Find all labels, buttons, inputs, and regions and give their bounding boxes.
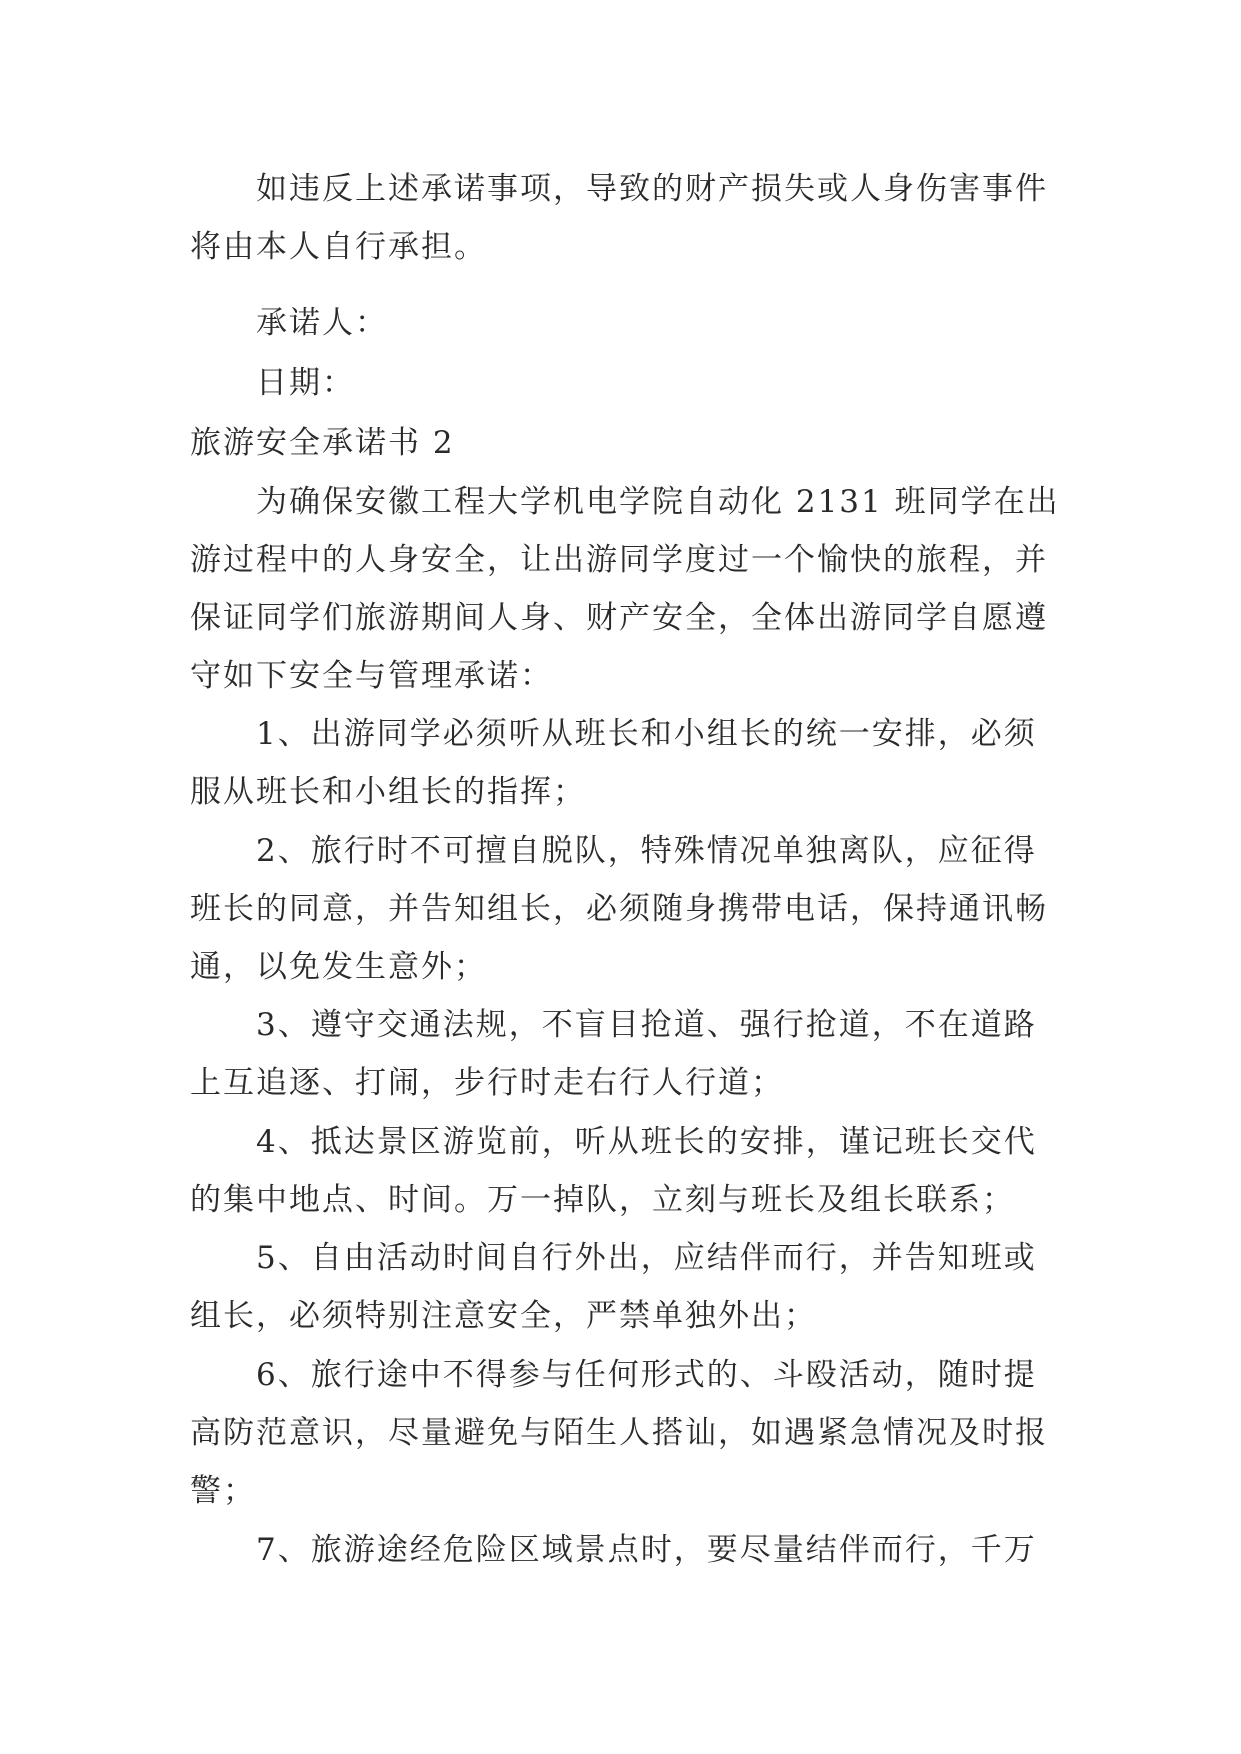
document-line: 组长，必须特别注意安全，严禁单独外出； — [190, 1298, 817, 1334]
document-line: 班长的同意，并告知组长，必须随身携带电话，保持通讯畅 — [190, 891, 1048, 927]
document-line: 服从班长和小组长的指挥； — [190, 774, 586, 810]
document-line: 1、出游同学必须听从班长和小组长的统一安排，必须 — [256, 716, 1037, 752]
document-line: 的集中地点、时间。万一掉队，立刻与班长及组长联系； — [190, 1182, 1015, 1218]
document-line: 保证同学们旅游期间人身、财产安全，全体出游同学自愿遵 — [190, 600, 1048, 636]
document-line: 如违反上述承诺事项，导致的财产损失或人身伤害事件 — [256, 171, 1048, 207]
document-line: 将由本人自行承担。 — [190, 229, 487, 265]
document-line: 为确保安徽工程大学机电学院自动化 2131 班同学在出 — [256, 484, 1060, 520]
document-line: 3、遵守交通法规，不盲目抢道、强行抢道，不在道路 — [256, 1007, 1037, 1043]
document-line: 警； — [190, 1473, 256, 1509]
document-line: 7、旅游途经危险区域景点时，要尽量结伴而行，千万 — [256, 1532, 1037, 1568]
document-line: 游过程中的人身安全，让出游同学度过一个愉快的旅程，并 — [190, 542, 1048, 578]
document-line: 2、旅行时不可擅自脱队，特殊情况单独离队，应征得 — [256, 833, 1037, 869]
document-line: 6、旅行途中不得参与任何形式的、斗殴活动，随时提 — [256, 1357, 1037, 1393]
document-line: 5、自由活动时间自行外出，应结伴而行，并告知班或 — [256, 1240, 1037, 1276]
document-line: 旅游安全承诺书 2 — [190, 425, 455, 461]
document-line: 4、抵达景区游览前，听从班长的安排，谨记班长交代 — [256, 1124, 1037, 1160]
document-line: 高防范意识，尽量避免与陌生人搭讪，如遇紧急情况及时报 — [190, 1415, 1048, 1451]
document-line: 守如下安全与管理承诺： — [190, 658, 553, 694]
document-line: 承诺人： — [256, 305, 388, 341]
document-line: 上互追逐、打闹，步行时走右行人行道； — [190, 1065, 784, 1101]
document-line: 日期： — [256, 365, 355, 401]
document-line: 通，以免发生意外； — [190, 949, 487, 985]
